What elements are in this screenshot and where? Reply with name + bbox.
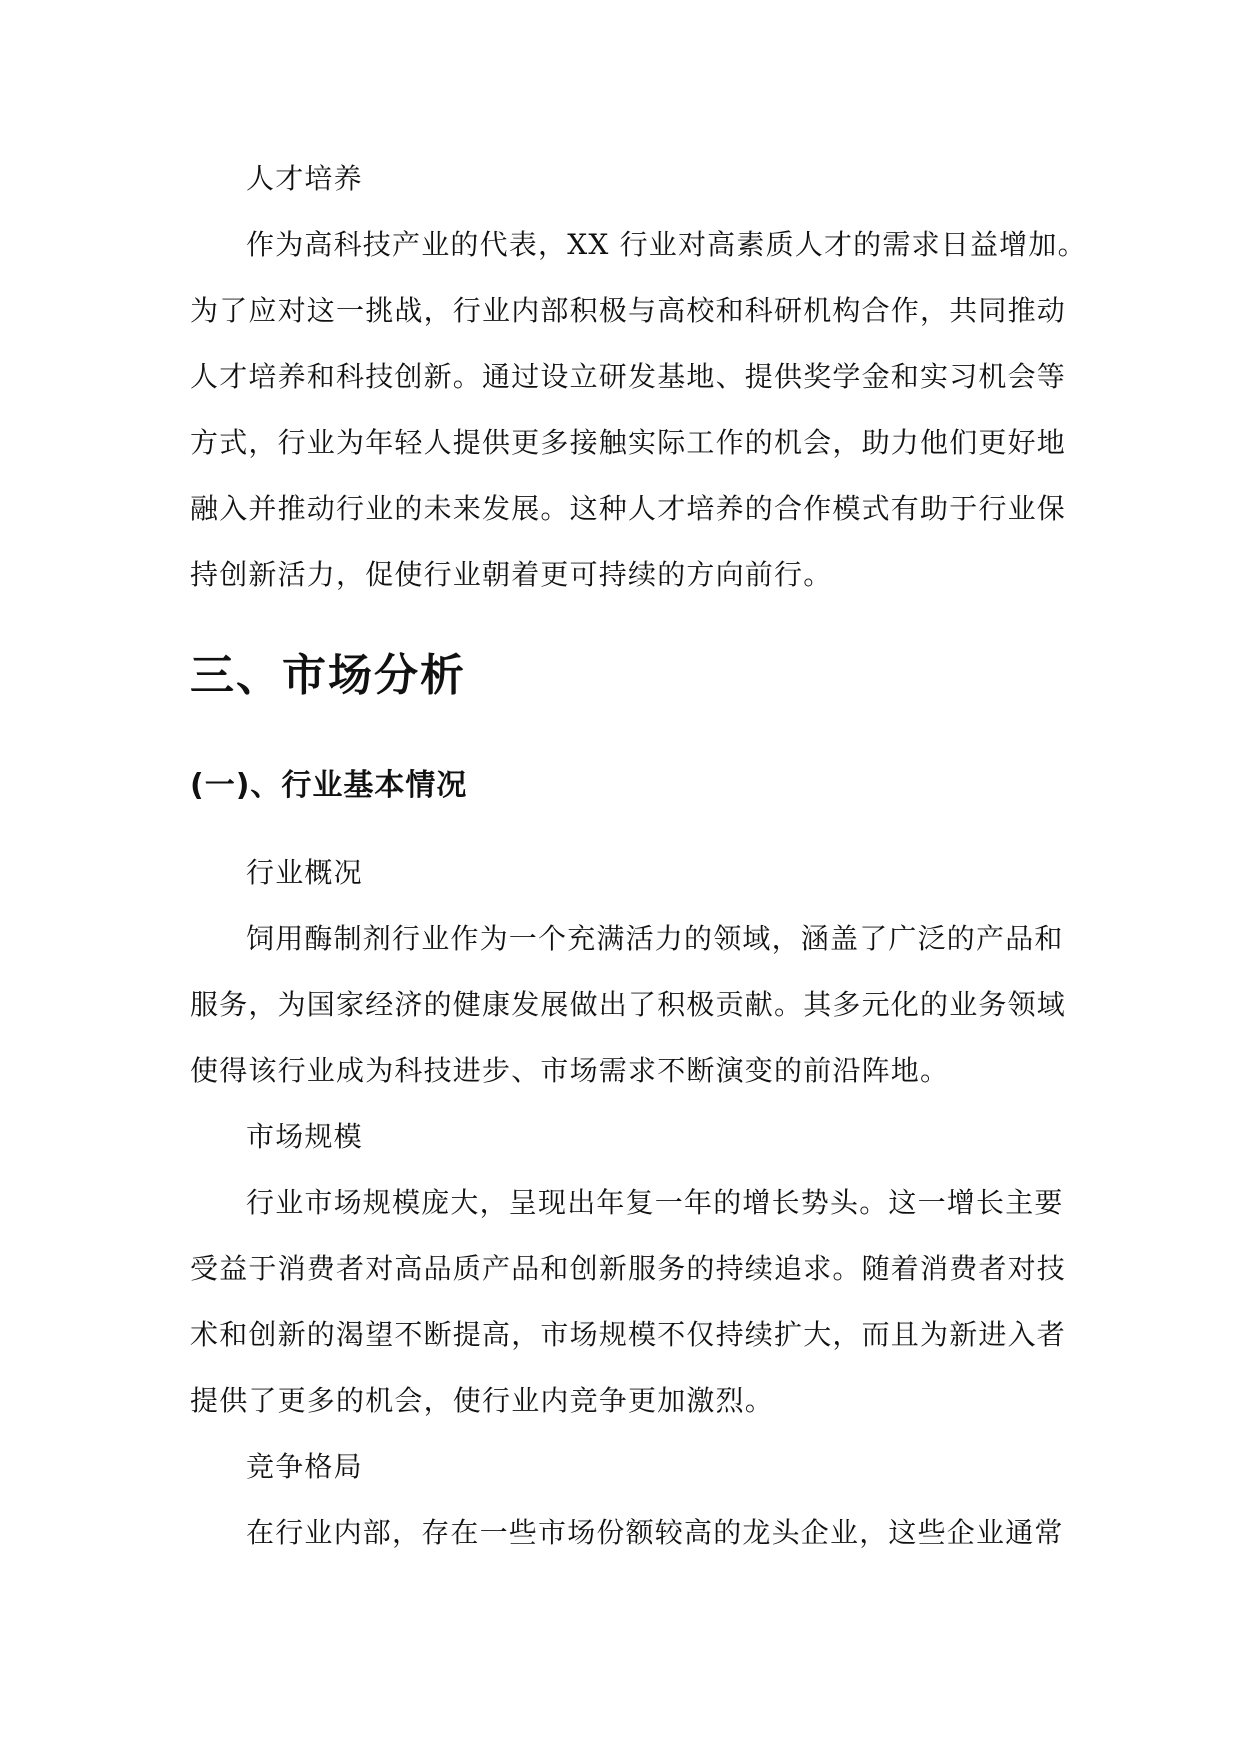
section-heading: (一)、行业基本情况: [190, 768, 468, 803]
talent-paragraph-line: 融入并推动行业的未来发展。这种人才培养的合作模式有助于行业保: [190, 492, 1067, 525]
talent-paragraph-line: 持创新活力，促使行业朝着更可持续的方向前行。: [190, 558, 833, 591]
talent-paragraph-line: 人才培养和科技创新。通过设立研发基地、提供奖学金和实习机会等: [190, 360, 1067, 393]
competition-paragraph-line: 在行业内部，存在一些市场份额较高的龙头企业，这些企业通常: [246, 1516, 1064, 1549]
overview-paragraph-line: 服务，为国家经济的健康发展做出了积极贡献。其多元化的业务领域: [190, 988, 1067, 1021]
overview-paragraph-line: 饲用酶制剂行业作为一个充满活力的领域，涵盖了广泛的产品和: [246, 922, 1064, 955]
talent-section: [190, 146, 1087, 608]
overview-subtitle: 行业概况: [246, 856, 363, 889]
scale-paragraph-line: 行业市场规模庞大，呈现出年复一年的增长势头。这一增长主要: [246, 1186, 1064, 1219]
competition-subtitle: 竞争格局: [246, 1450, 363, 1483]
talent-paragraph-line: 方式，行业为年轻人提供更多接触实际工作的机会，助力他们更好地: [190, 426, 1067, 459]
overview-paragraph-line: 使得该行业成为科技进步、市场需求不断演变的前沿阵地。: [190, 1054, 950, 1087]
talent-subtitle: 人才培养: [246, 162, 363, 195]
scale-paragraph-line: 提供了更多的机会，使行业内竞争更加激烈。: [190, 1384, 775, 1417]
industry-body: [190, 840, 1067, 1566]
scale-paragraph-line: 受益于消费者对高品质产品和创新服务的持续追求。随着消费者对技: [190, 1252, 1067, 1285]
chapter-heading: 三、市场分析: [190, 650, 466, 701]
scale-subtitle: 市场规模: [246, 1120, 363, 1153]
talent-paragraph-line: 为了应对这一挑战，行业内部积极与高校和科研机构合作，共同推动: [190, 294, 1067, 327]
talent-paragraph-line: 作为高科技产业的代表，XX 行业对高素质人才的需求日益增加。: [246, 228, 1087, 261]
scale-paragraph-line: 术和创新的渴望不断提高，市场规模不仅持续扩大，而且为新进入者: [190, 1318, 1067, 1351]
